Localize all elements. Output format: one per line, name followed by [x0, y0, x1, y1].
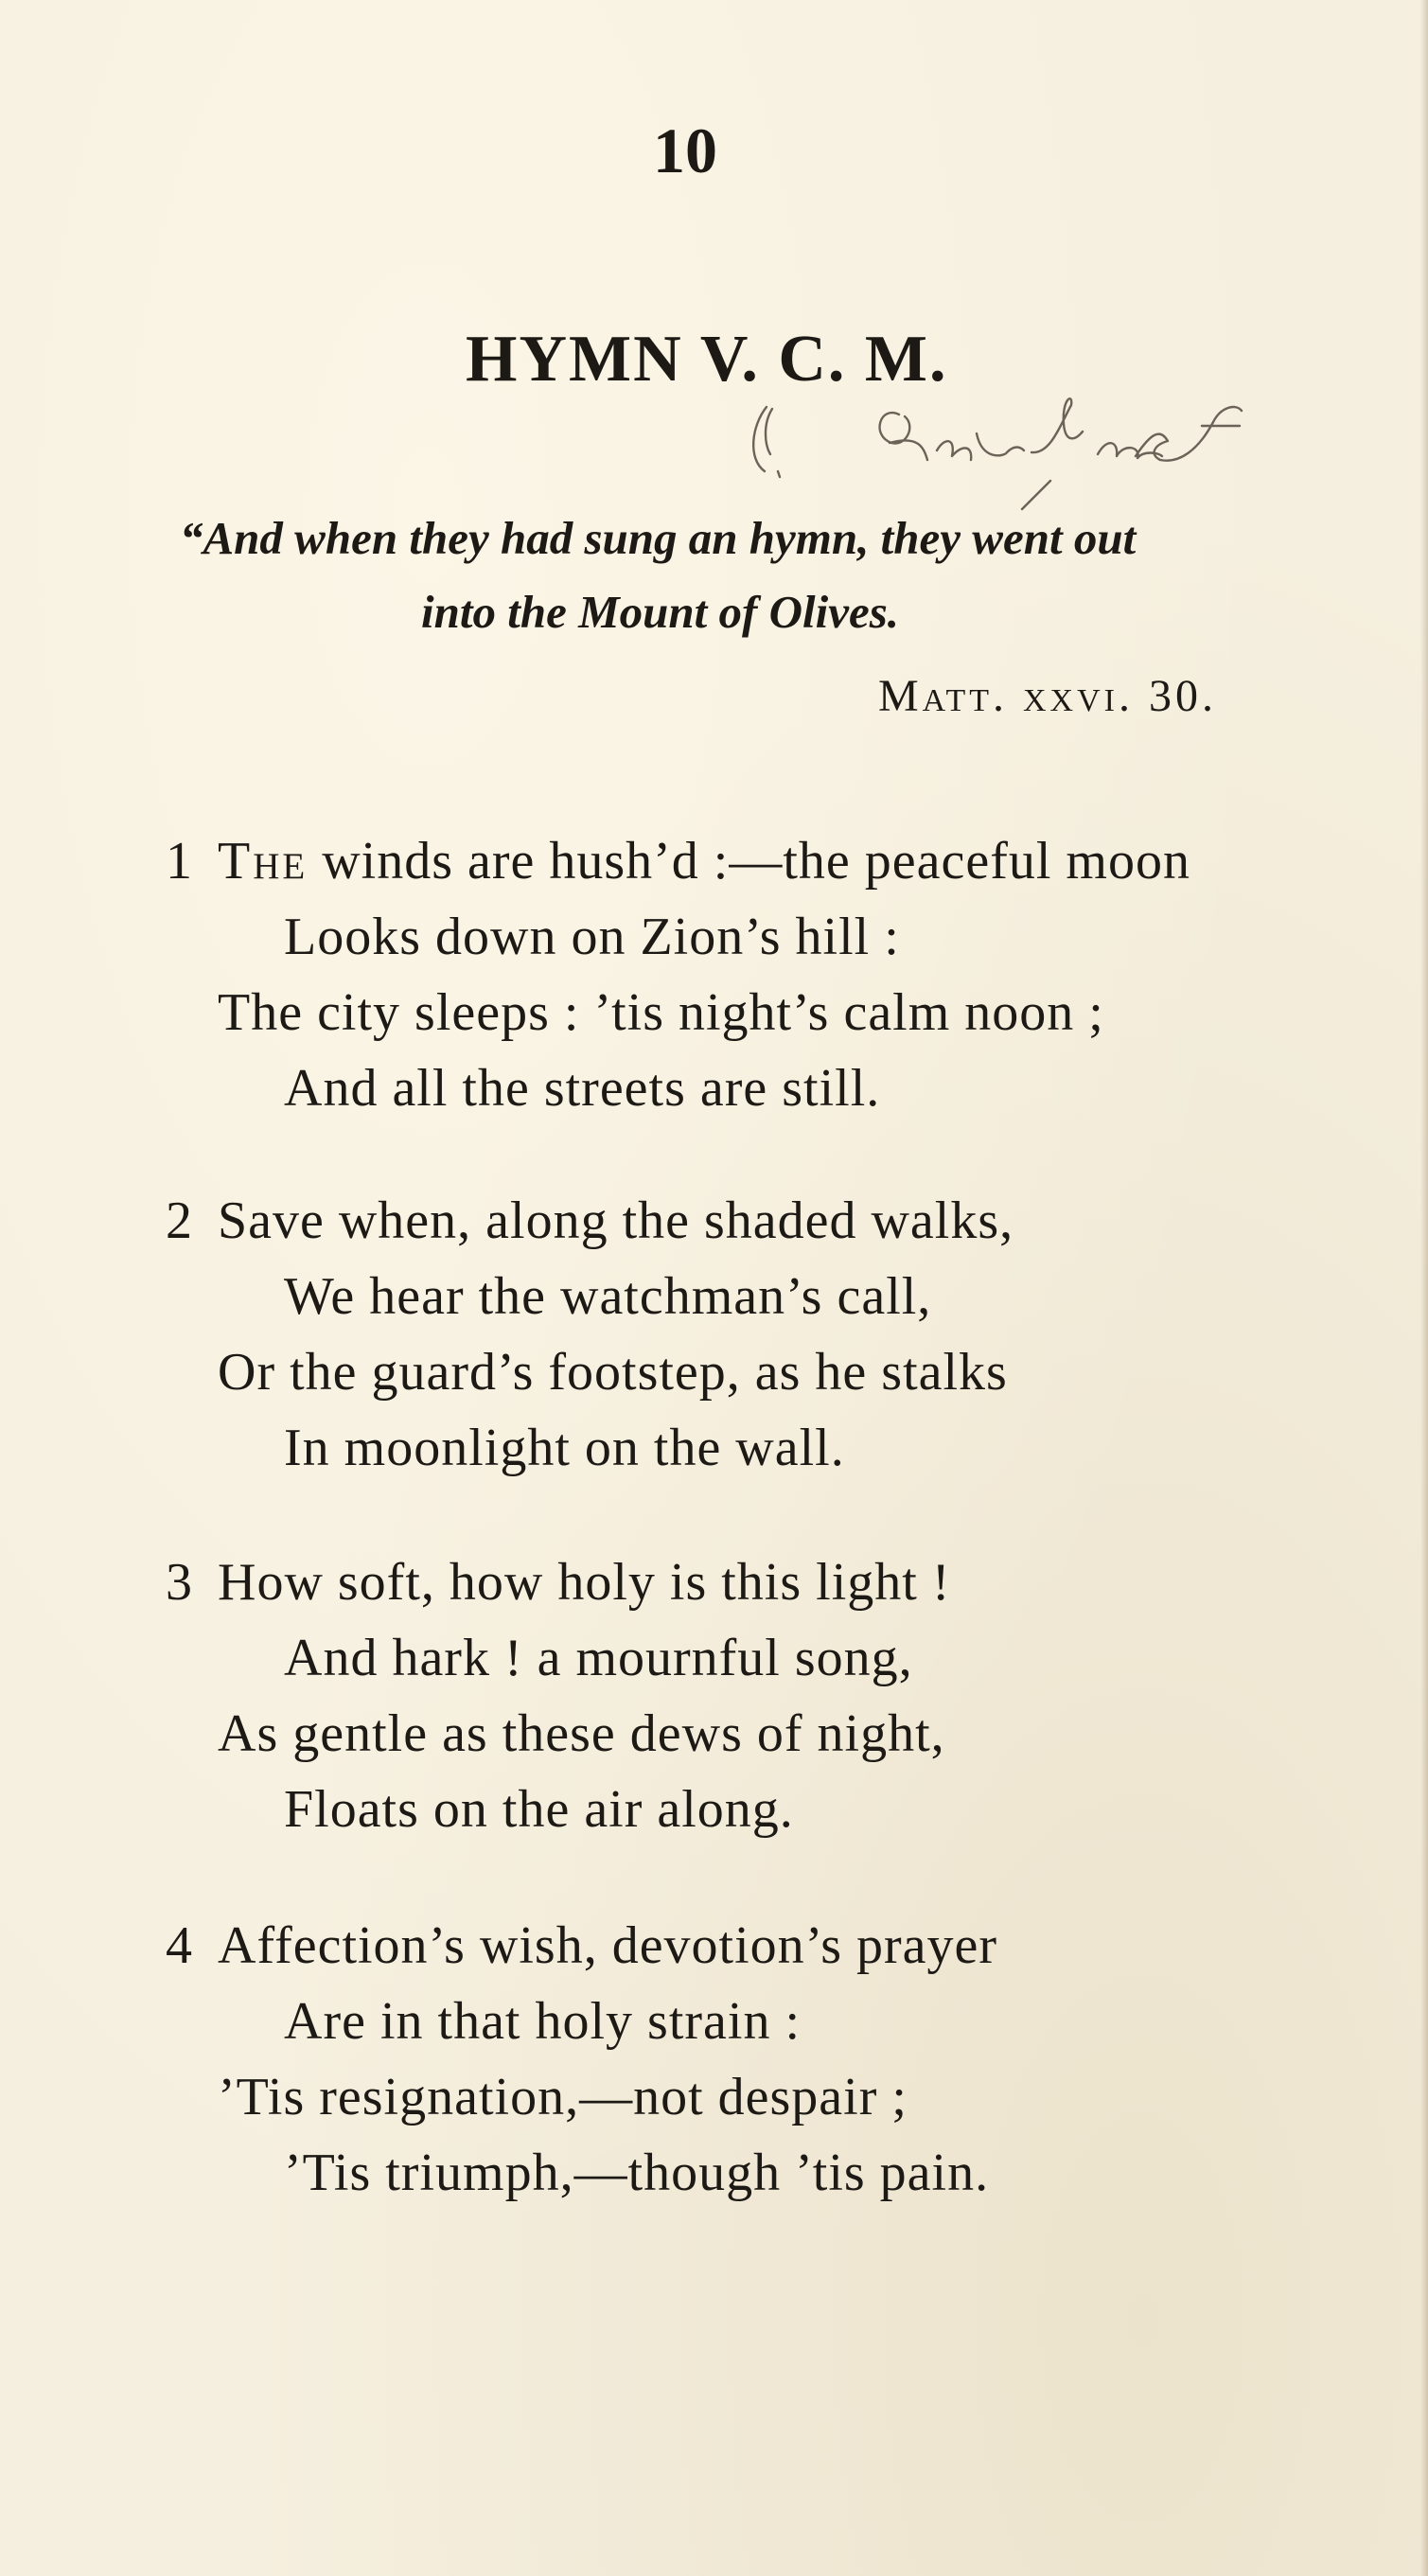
stanza-number: 4 — [166, 1916, 192, 1975]
stanza-line: Floats on the air along. — [284, 1780, 794, 1839]
stanza-line — [218, 831, 1190, 891]
page-number: 10 — [653, 115, 717, 186]
stanza-line: Are in that holy strain : — [284, 1992, 802, 2051]
page-edge-shadow — [1420, 0, 1428, 2576]
stanza-line: The city sleeps : ’tis night’s calm noon ; — [218, 983, 1104, 1042]
epigraph-line-2: into the Mount of Olives. — [421, 586, 900, 638]
hymn-title: HYMN V. C. M. — [466, 323, 948, 396]
stanza-line: As gentle as these dews of night, — [218, 1704, 945, 1763]
signature-ink — [738, 369, 1325, 511]
stanza-line: Looks down on Zion’s hill : — [284, 908, 900, 966]
stanza-line: ’Tis resignation,—not despair ; — [218, 2068, 908, 2126]
handwritten-signature — [738, 369, 1325, 511]
stanza-line: Affection’s wish, devotion’s prayer — [218, 1916, 998, 1975]
stanza-line: And all the streets are still. — [284, 1059, 881, 1118]
epigraph-line-1: “And when they had sung an hymn, they went out — [180, 512, 1137, 564]
stanza-number: 2 — [166, 1191, 192, 1250]
stanza-line: ’Tis triumph,—though ’tis pain. — [284, 2144, 990, 2202]
stanza-line: Save when, along the shaded walks, — [218, 1191, 1014, 1250]
scripture-citation: Matt. xxvi. 30. — [878, 671, 1217, 721]
stanza-line: We hear the watchman’s call, — [284, 1267, 932, 1326]
stanza-line-rest: winds are hush’d :—the peaceful moon — [308, 832, 1190, 891]
stanza-number: 3 — [166, 1553, 192, 1612]
stanza-line: How soft, how holy is this light ! — [218, 1553, 951, 1612]
stanza-line: And hark ! a mournful song, — [284, 1629, 913, 1687]
stanza-number: 1 — [166, 832, 192, 891]
stanza-line: Or the guard’s footstep, as he stalks — [218, 1343, 1008, 1402]
stanza-line: In moonlight on the wall. — [284, 1419, 845, 1477]
stanza-first-word: The — [218, 832, 309, 891]
